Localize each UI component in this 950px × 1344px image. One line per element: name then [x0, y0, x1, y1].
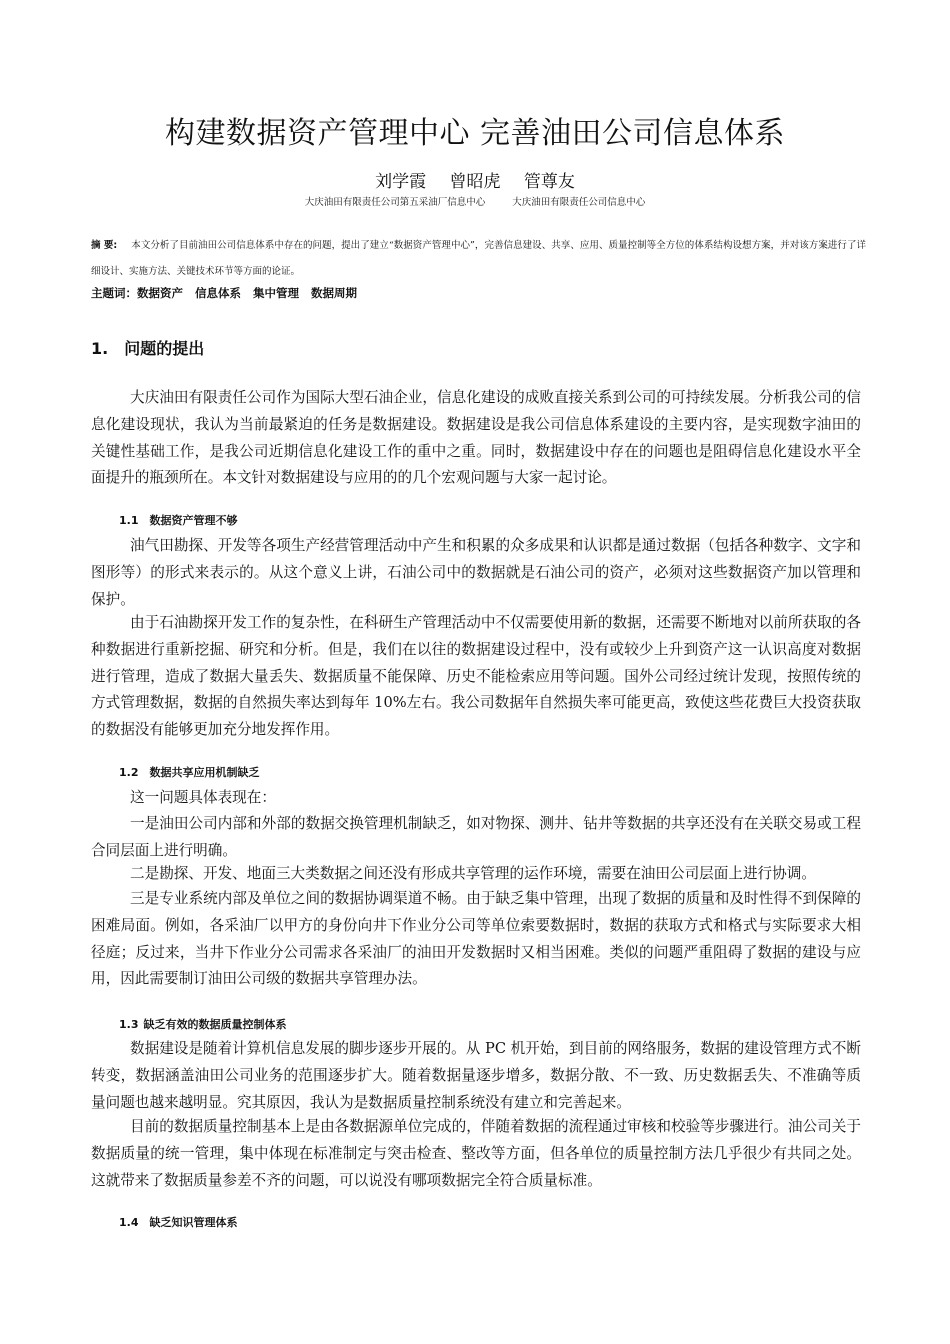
affiliation: 大庆油田有限责任公司信息中心 [512, 197, 646, 208]
affiliation: 大庆油田有限责任公司第五采油厂信息中心 [304, 197, 486, 208]
subsection-heading [119, 764, 260, 780]
paragraph: 油气田勘探、开发等各项生产经营管理活动中产生和积累的众多成果和认识都是通过数据（包括各种数字、文字和图形等）的形式来表示的。从这个意义上讲，石油公司中的数据就是石油公司的资产，必须对这些数据资产加以管理和保护。 [91, 537, 861, 608]
subsection-heading [119, 1214, 238, 1230]
paragraph: 二是勘探、开发、地面三大类数据之间还没有形成共享管理的运作环境，需要在油田公司层面上进行协调。 [130, 865, 816, 882]
author-name: 刘学霞 [375, 172, 427, 192]
subsection-heading [119, 512, 238, 528]
keywords [91, 285, 365, 301]
paragraph: 三是专业系统内部及单位之间的数据协调渠道不畅。由于缺乏集中管理，出现了数据的质量和及时性得不到保障的困难局面。例如，各采油厂以甲方的身份向井下作业分公司等单位索要数据时，数据的获取方式和格式与实际要求大相径庭；反过来，当井下作业分公司需求各采油厂的油田开发数据时又相当困难。类似的问题严重阻碍了数据的建设与应用，因此需要制订油田公司级的数据共享管理办法。 [91, 890, 861, 988]
abstract-text: 本文分析了目前油田公司信息体系中存在的问题，提出了建立“数据资产管理中心”，完善信息建设、共享、应用、质量控制等全方位的体系结构设想方案，并对该方案进行了详细设计、实施方法、关键技术环节等方面的论证。 [91, 240, 867, 277]
subsection-title: 缺乏有效的数据质量控制体系 [143, 1018, 287, 1031]
paragraph: 由于石油勘探开发工作的复杂性，在科研生产管理活动中不仅需要使用新的数据，还需要不断地对以前所获取的各种数据进行重新挖掘、研究和分析。但是，我们在以往的数据建设过程中，没有或较少上升到资产这一认识高度对数据进行管理，造成了数据大量丢失、数据质量不能保障、历史不能检索应用等问题。国外公司经过统计发现，按照传统的方式管理数据，数据的自然损失率达到每年 10%左右。我公司数据年自然损失率可能更高，致使这些花费巨大投资获取的数据没有能够更加充分地发挥作用。 [91, 614, 861, 739]
section-heading [91, 336, 204, 359]
keyword: 数据资产 [137, 286, 183, 300]
paragraph: 一是油田公司内部和外部的数据交换管理机制缺乏，如对物探、测井、钻井等数据的共享还没有在关联交易或工程合同层面上进行明确。 [91, 815, 861, 859]
author-list [0, 167, 950, 192]
paragraph: 数据建设是随着计算机信息发展的脚步逐步开展的。从 PC 机开始，到目前的网络服务，数据的建设管理方式不断转变，数据涵盖油田公司业务的范围逐步扩大。随着数据量逐步增多，数据分散、不一致、历史数据丢失、不准确等质量问题也越来越明显。究其原因，我认为是数据质量控制系统没有建立和完善起来。 [91, 1040, 861, 1111]
author-name: 曾昭虎 [449, 172, 501, 192]
keywords-label: 主题词： [91, 286, 137, 300]
keyword: 信息体系 [195, 286, 242, 300]
subsection-title: 数据共享应用机制缺乏 [149, 766, 260, 779]
abstract [91, 233, 866, 285]
section-number: 1. [91, 339, 109, 358]
paragraph: 大庆油田有限责任公司作为国际大型石油企业，信息化建设的成败直接关系到公司的可持续发展。分析我公司的信息化建设现状，我认为当前最紧迫的任务是数据建设。数据建设是我公司信息体系建设的主要内容，是实现数字油田的关键性基础工作，是我公司近期信息化建设工作的重中之重。同时，数据建设中存在的问题也是阻碍信息化建设水平全面提升的瓶颈所在。本文针对数据建设与应用的的几个宏观问题与大家一起讨论。 [91, 389, 861, 487]
paragraph: 目前的数据质量控制基本上是由各数据源单位完成的，伴随着数据的流程通过审核和校验等步骤进行。油公司关于数据质量的统一管理，集中体现在标准制定与突击检查、整改等方面，但各单位的质量控制方法几乎很少有共同之处。这就带来了数据质量参差不齐的问题，可以说没有哪项数据完全符合质量标准。 [91, 1118, 861, 1189]
abstract-label: 摘 要: [91, 240, 118, 251]
subsection-number: 1.2 [119, 766, 139, 779]
keyword: 集中管理 [253, 286, 300, 300]
paper-title: 构建数据资产管理中心 完善油田公司信息体系 [164, 116, 786, 151]
subsection-number: 1.1 [119, 514, 139, 527]
subsection-number: 1.4 [119, 1216, 139, 1229]
paragraph: 这一问题具体表现在： [130, 789, 276, 806]
keyword: 数据周期 [311, 286, 358, 300]
affiliation-list [0, 194, 950, 208]
subsection-title: 缺乏知识管理体系 [149, 1216, 238, 1229]
subsection-heading [119, 1016, 287, 1032]
subsection-title: 数据资产管理不够 [149, 514, 238, 527]
section-title: 问题的提出 [124, 339, 205, 358]
author-name: 管尊友 [523, 172, 575, 192]
subsection-number: 1.3 [119, 1018, 139, 1031]
